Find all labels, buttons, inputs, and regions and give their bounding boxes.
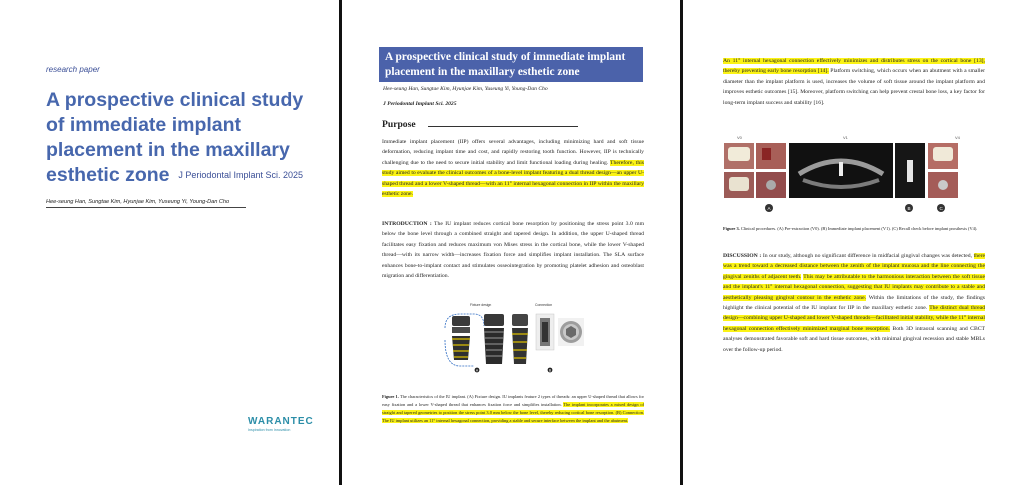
discussion-text-1: In our study, although no significant difference in midfacial gingival changes was detected,: [762, 253, 973, 259]
discussion-paragraph: [723, 251, 985, 355]
introduction-paragraph: [382, 219, 644, 281]
logo-name: WARANTEC: [248, 416, 314, 427]
fig1-label-connection: Connection: [535, 303, 553, 307]
fig1-implant-left: [452, 316, 470, 360]
cover-divider: [46, 207, 246, 208]
logo-tagline: Inspiration from Innovation: [248, 428, 291, 432]
figure-1-implant: [440, 300, 588, 378]
purpose-rule: [428, 126, 578, 127]
connection-highlight: An 11° internal hexagonal connection effectively minimizes and distributes stress on the cortical bone [13], thereby preventing early bone resorption [14].: [723, 58, 985, 75]
purpose-heading: Purpose: [382, 119, 416, 130]
article-title: A prospective clinical study of immediate implant placement in the maxillary esthetic zone: [385, 51, 626, 78]
company-logo: [248, 416, 314, 432]
connection-text: Platform switching, which occurs when an abutment with a smaller diameter than the implant platform is used, increases the volume of soft tissue around the implant platform and improves esthetic outcomes [15]. Moreover, platform switching can help prevent crestal bone loss, a key factor for long-term implant success and stability [16].: [723, 68, 985, 106]
fig3-cbct-scan: [789, 143, 893, 198]
cover-page: [0, 0, 340, 485]
fig3-marker-b-label: B: [907, 205, 911, 211]
discussion-highlight-2: This may be attributable to the harmonious interaction between the soft tissue and the implant's 11° internal hexagonal connection, suggesting that IU implants may contribute to a stable and aesthetically pleasing gingival contour in the esthetic zone.: [723, 273, 985, 301]
discussion-text-3: Both 3D intraoral scanning and CBCT analyses demonstrated favorable soft and hard tissue outcomes, with minimal gingival recession and stable MBLs over the follow-up period.: [723, 325, 986, 353]
fig3-marker-a-label: A: [767, 205, 771, 211]
article-authors: Hee-seung Han, Sungtae Kim, Hyunjae Kim, Yuseung Yi, Young-Dan Cho: [383, 86, 548, 92]
intro-text: The IU implant reduces cortical bone resorption by positioning the stress point 3.0 mm below the bone level through a combined straight and tapered design. In addition, the upper U-shaped thread facilitates easy fixation and reduces maximum von Mises stress in the cortical bone, while the lower V-shaped thread—with its narrow width—increases fixation force and simplifies implant installation. The SLA surface enhances bone-to-implant contact and stimulates osseointegration by promoting platelet adhesion and osteoblast migration and differentiation.: [382, 221, 644, 280]
cover-journal: J Periodontal Implant Sci. 2025: [178, 170, 303, 180]
fig3-label-v4: V4: [955, 135, 960, 140]
cover-authors: Hee-seung Han, Sungtae Kim, Hyunjae Kim, Yuseung Yi, Young-Dan Cho: [46, 199, 230, 205]
purpose-highlight: Therefore, this study aimed to evaluate the clinical outcomes of a bone-level implant featuring a dual thread design—an upper U-shaped thread and a lower V-shaped thread—with an 11° internal hexagonal connection in IIP within the maxillary esthetic zone.: [382, 159, 644, 198]
connection-paragraph: [723, 56, 985, 108]
fig1-implant-right: [512, 314, 528, 364]
article-title-box: [379, 47, 643, 82]
fig1-connection-views: [536, 314, 584, 350]
figure-3-caption: [723, 225, 985, 233]
fig1-implant-center: [484, 314, 504, 364]
fig3-recall-photos: [928, 143, 958, 198]
discussion-page: [683, 0, 1024, 485]
article-page: [342, 0, 681, 485]
fig3-preextraction-photos: [724, 143, 786, 198]
discussion-text-2: Within the limitations of the study, the findings highlight the clinical potential of the IU implant for IIP in the maxillary esthetic zone.: [723, 294, 986, 312]
article-journal: J Periodontal Implant Sci. 2025: [383, 101, 457, 107]
figure-1-caption: [382, 393, 644, 425]
discussion-highlight-1: there was a trend toward a decreased distance between the zenith of the implant mucosa and the line connecting the gingival zeniths of adjacent teeth.: [723, 253, 986, 280]
fig1-caption-highlight: The implant incorporates a mixed design of straight and tapered geometries to position the stress point 3.0 mm below the bone level, thereby reducing cortical bone resorption. (B) Connection. The IU implant utilizes an 11° internal hexagonal connection, providing a stable and secure interface between the implant and the abutment.: [382, 402, 644, 423]
cover-label: research paper: [46, 65, 100, 74]
intro-label: INTRODUCTION :: [382, 221, 432, 227]
figure-3-clinical: [723, 134, 985, 216]
fig3-xray-implant: [907, 160, 913, 182]
fig1-label-fixture: Fixture design: [470, 303, 492, 307]
fig3-label-v0: V0: [737, 135, 742, 140]
fig1-marker-a-label: A: [475, 368, 479, 373]
fig1-marker-b-label: B: [548, 368, 552, 373]
fig3-marker-c-label: C: [939, 205, 943, 211]
fig3-caption-label: Figure 3.: [723, 226, 740, 231]
fig1-caption-label: Figure 1.: [382, 394, 399, 399]
cover-title: A prospective clinical study of immediate implant placement in the maxillary esthetic zone: [46, 89, 304, 186]
purpose-text: Immediate implant placement (IIP) offers several advantages, including minimizing hard and soft tissue deformation, reducing implant time and cost, and rapidly restoring tooth function. However, IIP is technically challenging due to the need to secure initial stability and limit functional loading during healing.: [382, 139, 644, 166]
fig1-caption-text: The characteristics of the IU implant. (A) Fixture design. IU implants feature 2 types of threads: an upper U-shaped thread that allows for easy fixation and a lower V-shaped thread that enhances fixation force and simplifies installation.: [382, 394, 644, 407]
purpose-paragraph: [382, 137, 644, 199]
fig3-label-v1: V1: [843, 135, 848, 140]
discussion-label: DISCUSSION :: [723, 253, 762, 259]
fig3-caption-text: Clinical procedures. (A) Pre-extraction (V0). (B) Immediate implant placement (V1). (C) Recall check before implant prosthesis (V4).: [740, 226, 978, 231]
discussion-highlight-3: The distinct dual thread design—combining upper U-shaped and lower V-shaped threads—facilitated initial stability, while the 11° internal hexagonal connection effectively minimized marginal bone resorption.: [723, 305, 985, 332]
